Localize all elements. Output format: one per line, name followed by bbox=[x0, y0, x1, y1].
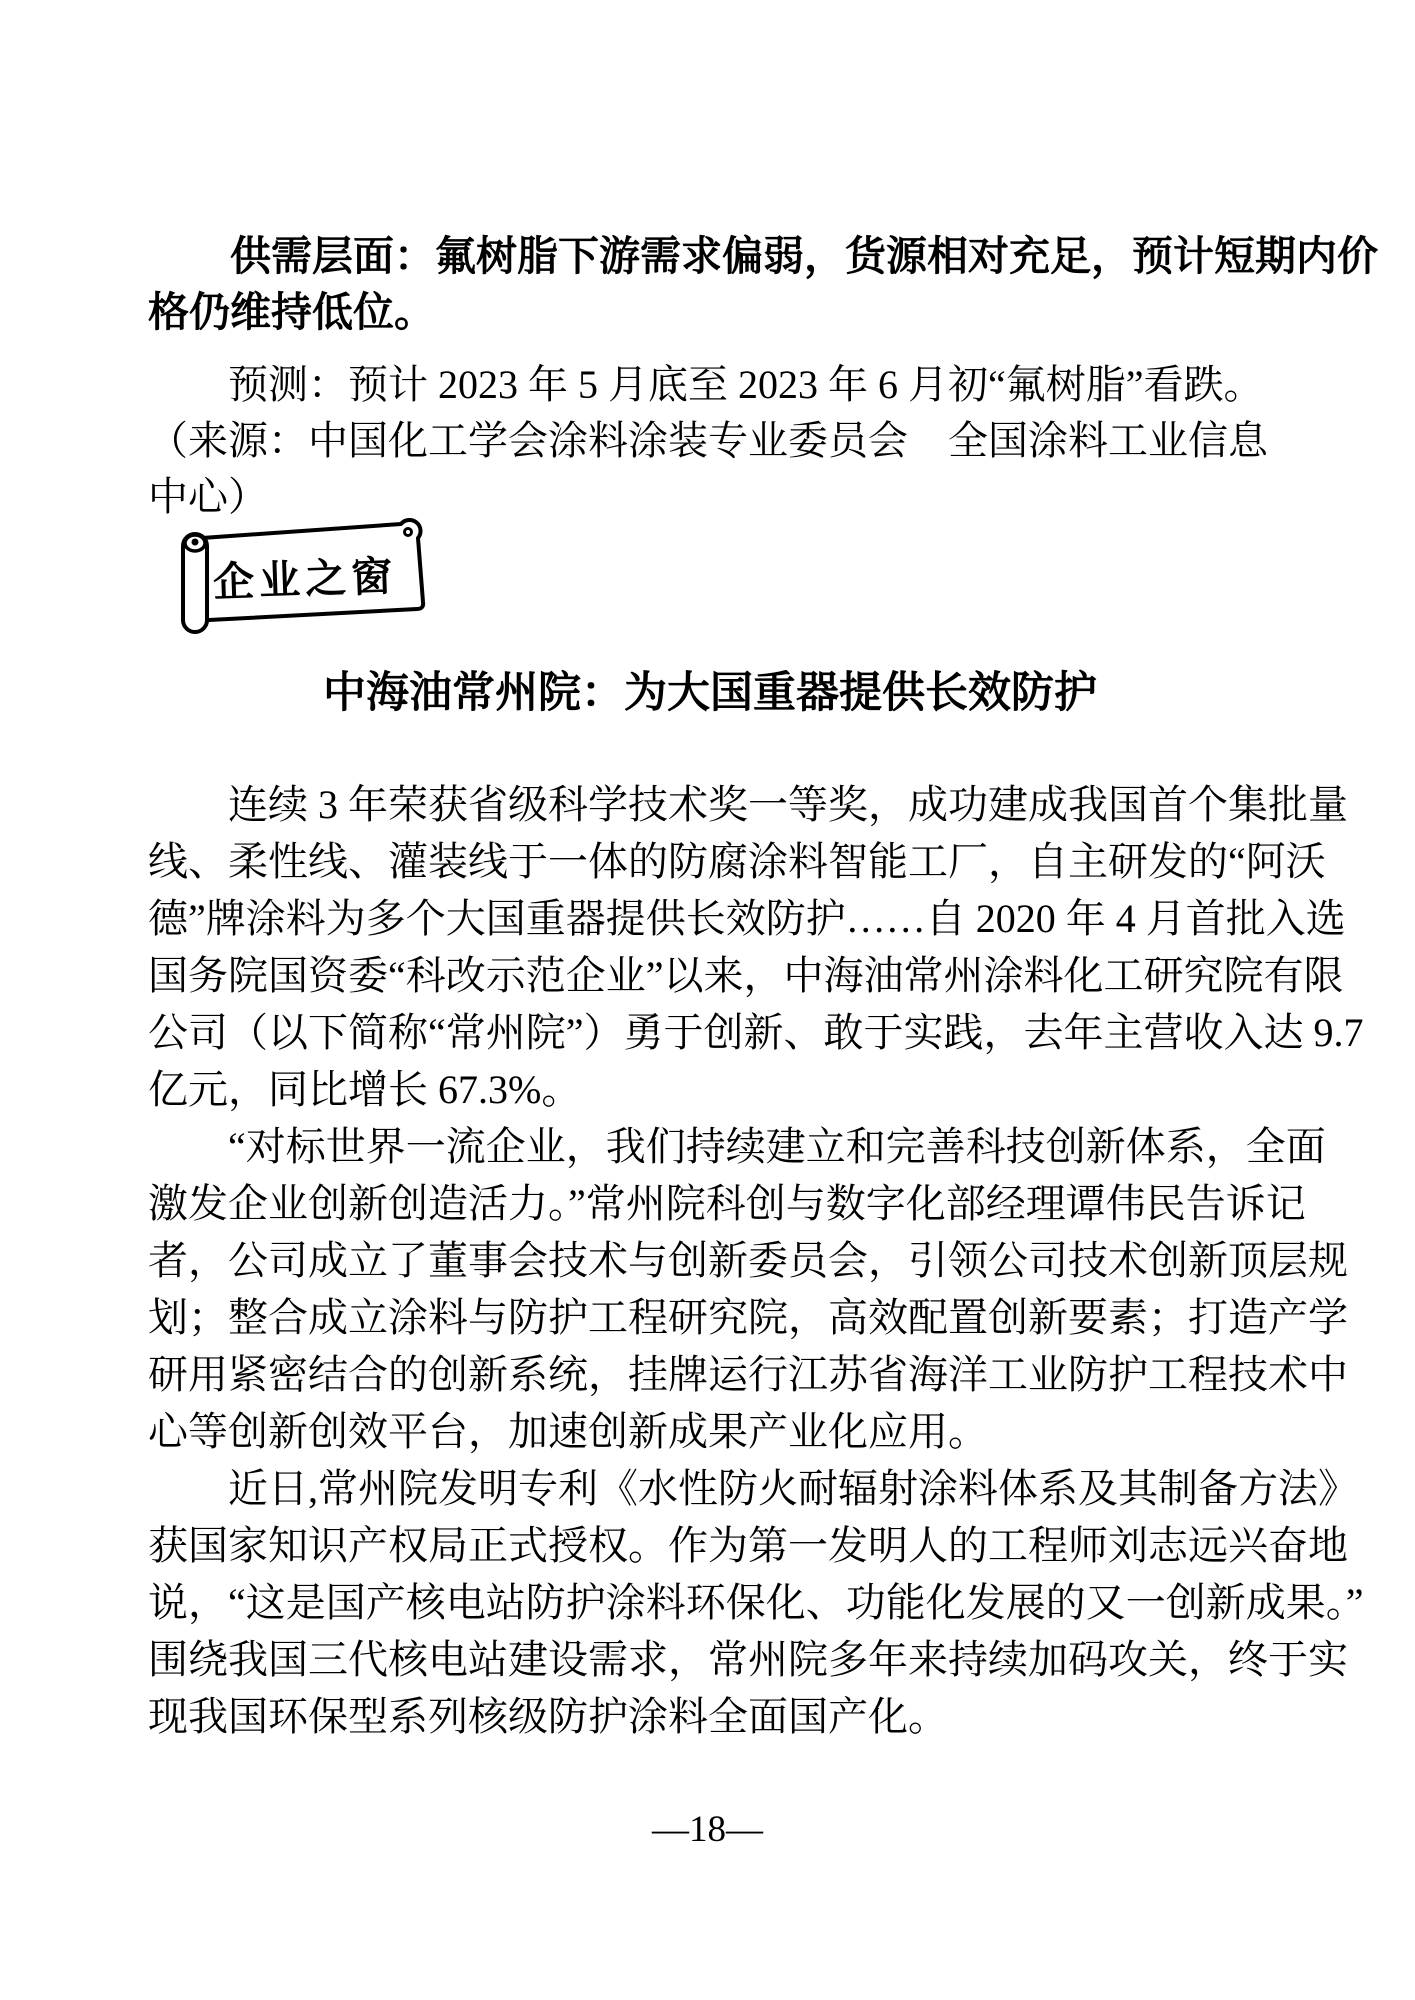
text-line: 说，“这是国产核电站防护涂料环保化、功能化发展的又一创新成果。” bbox=[148, 1580, 1364, 1625]
text-line: 获国家知识产权局正式授权。作为第一发明人的工程师刘志远兴奋地 bbox=[148, 1523, 1348, 1568]
enterprise-window-banner bbox=[175, 498, 435, 646]
text-line: 近日,常州院发明专利《水性防火耐辐射涂料体系及其制备方法》 bbox=[228, 1466, 1358, 1511]
text-line: 德”牌涂料为多个大国重器提供长效防护……自 2020 年 4 月首批入选 bbox=[148, 896, 1346, 941]
text-line: 围绕我国三代核电站建设需求，常州院多年来持续加码攻关，终于实 bbox=[148, 1637, 1348, 1682]
text-line: 划；整合成立涂料与防护工程研究院，高效配置创新要素；打造产学 bbox=[148, 1295, 1348, 1340]
text-line: 线、柔性线、灌装线于一体的防腐涂料智能工厂，自主研发的“阿沃 bbox=[148, 839, 1326, 884]
page-number: —18— bbox=[652, 1809, 763, 1850]
text-line: 公司（以下简称“常州院”）勇于创新、敢于实践，去年主营收入达 9.7 bbox=[148, 1010, 1364, 1055]
text-line: “对标世界一流企业，我们持续建立和完善科技创新体系，全面 bbox=[228, 1124, 1326, 1169]
article-paragraph bbox=[148, 1118, 1348, 1460]
text-line: 连续 3 年荣获省级科学技术奖一等奖，成功建成我国首个集批量 bbox=[228, 782, 1348, 827]
article-body bbox=[148, 776, 1364, 1745]
text-line: 激发企业创新创造活力。”常州院科创与数字化部经理谭伟民告诉记 bbox=[148, 1181, 1306, 1226]
text-line: 心等创新创效平台，加速创新成果产业化应用。 bbox=[148, 1409, 988, 1454]
text-line: 供需层面：氟树脂下游需求偏弱，货源相对充足，预计短期内价 bbox=[230, 233, 1378, 279]
article-title: 中海油常州院：为大国重器提供长效防护 bbox=[323, 670, 1097, 717]
supply-demand-paragraph bbox=[148, 228, 1378, 340]
article-paragraph bbox=[148, 1460, 1364, 1745]
text-line: 现我国环保型系列核级防护涂料全面国产化。 bbox=[148, 1694, 948, 1739]
article-paragraph bbox=[148, 776, 1364, 1118]
banner-label: 企业之窗 bbox=[212, 553, 398, 606]
source-line: （来源：中国化工学会涂料涂装专业委员会 全国涂料工业信息中心） bbox=[148, 418, 1268, 519]
text-line: 者，公司成立了董事会技术与创新委员会，引领公司技术创新顶层规 bbox=[148, 1238, 1348, 1283]
forecast-line: 预测：预计 2023 年 5 月底至 2023 年 6 月初“氟树脂”看跌。 bbox=[228, 362, 1264, 407]
text-line: 亿元，同比增长 67.3%。 bbox=[148, 1067, 582, 1112]
text-line: 国务院国资委“科改示范企业”以来，中海油常州涂料化工研究院有限 bbox=[148, 953, 1344, 998]
text-line: 格仍维持低位。 bbox=[148, 289, 435, 335]
text-line: 研用紧密结合的创新系统，挂牌运行江苏省海洋工业防护工程技术中 bbox=[148, 1352, 1348, 1397]
